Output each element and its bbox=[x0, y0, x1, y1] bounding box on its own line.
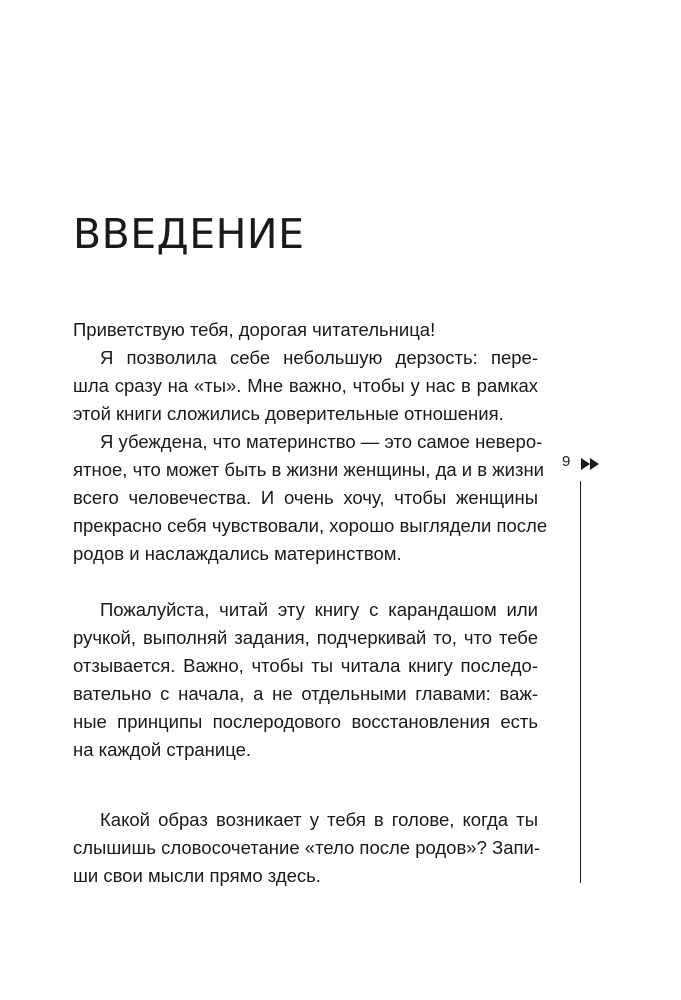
chapter-heading: ВВЕДЕНИЕ bbox=[73, 210, 305, 258]
text-line: ятное, что может быть в жизни женщины, да и в жизни bbox=[73, 459, 544, 480]
text-line: отзывается. Важно, чтобы ты читала книгу последо- bbox=[73, 655, 538, 676]
text-line: родов и наслаждались материнством. bbox=[73, 543, 402, 564]
page-number: 9 bbox=[562, 453, 571, 470]
text-line: Я убеждена, что материнство — это самое неверо- bbox=[100, 431, 543, 452]
margin-rule bbox=[580, 481, 581, 883]
text-line: Приветствую тебя, дорогая читательница! bbox=[73, 319, 436, 340]
text-line: прекрасно себя чувствовали, хорошо выглядели после bbox=[73, 515, 548, 536]
text-line: шла сразу на «ты». Мне важно, чтобы у нас в рамках bbox=[73, 375, 538, 396]
text-line: Пожалуйста, читай эту книгу с карандашом или bbox=[100, 599, 538, 620]
text-line: Какой образ возникает у тебя в голове, когда ты bbox=[100, 809, 538, 830]
text-line: на каждой странице. bbox=[73, 739, 252, 760]
text-line: слышишь словосочетание «тело после родов»? Запи- bbox=[73, 837, 540, 858]
text-line: Я позволила себе небольшую дерзость: пере- bbox=[100, 347, 538, 368]
text-line: ши свои мысли прямо здесь. bbox=[73, 865, 321, 886]
text-line: ные принципы послеродового восстановления есть bbox=[73, 711, 538, 732]
text-line: этой книги сложились доверительные отношения. bbox=[73, 403, 504, 424]
text-line: вательно с начала, а не отдельными главами: важ- bbox=[73, 683, 538, 704]
double-triangle-right-icon bbox=[581, 457, 601, 469]
text-line: ручкой, выполняй задания, подчеркивай то, что тебе bbox=[73, 627, 538, 648]
text-line: всего человечества. И очень хочу, чтобы женщины bbox=[73, 487, 538, 508]
